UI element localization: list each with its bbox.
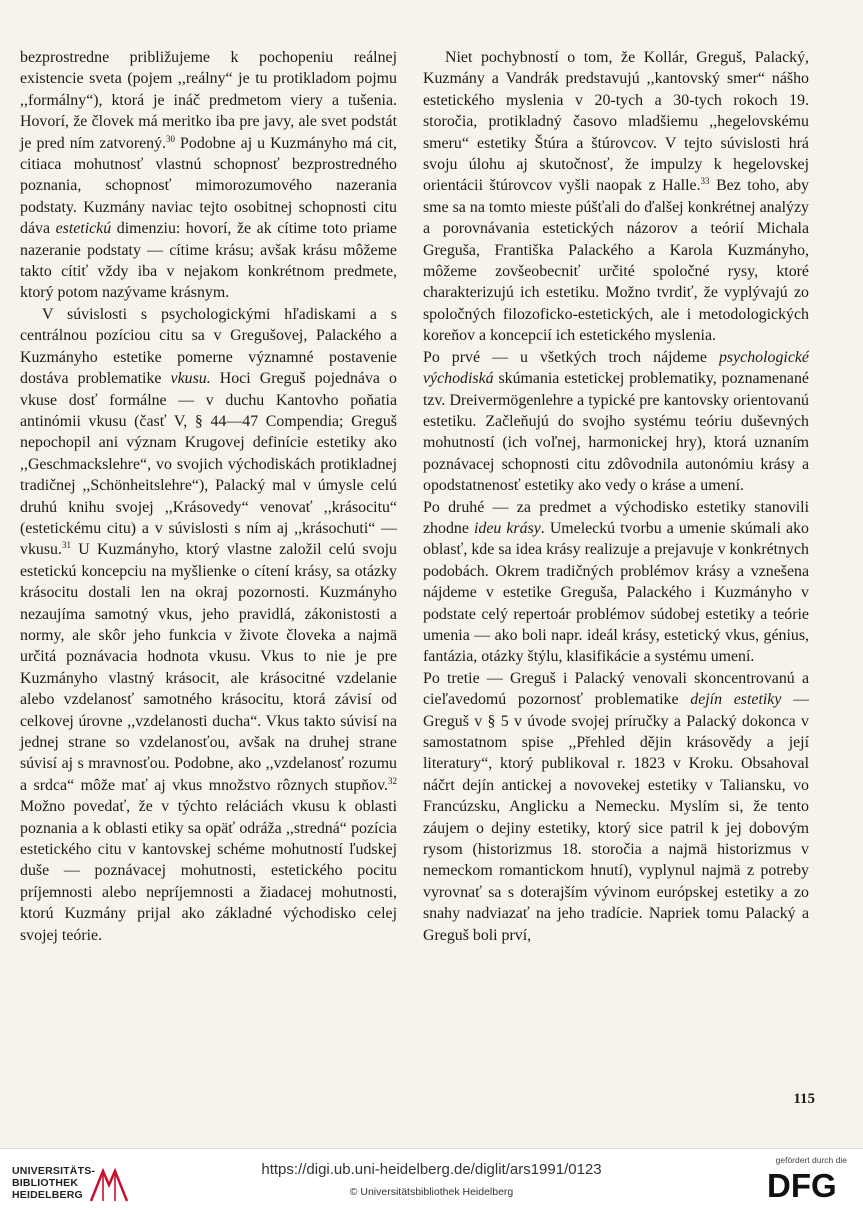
text-run: . Umeleckú tvorbu a umenie skúmali ako oblasť, kde sa idea krásy realizuje a prejavuje v konkrétnych podobách. Okrem tradičných problémov krásy a vznešena nájdeme v estetike Greguša, Palackého i Kuzmányho v podstate celý repertoár problémov súdobej estetiky a teórie umenia — ako boli napr. ideál krásy, estetický vkus, génius, fantázia, otázky štýlu, klasifikácie a systému umení. [423,519,809,666]
text-run: Po druhé — za predmet a východisko estetiky stanovili zhodne [423,498,809,537]
paragraph [423,497,809,668]
footer [0,1148,863,1210]
emphasis: estetickú [55,220,112,238]
footnote-ref: 30 [166,133,176,144]
text-run: V súvislosti s psychologickými hľadiskami a s centrálnou pozíciou citu sa v Gregušovej, Palackého a Kuzmányho estetike pomerne významné postavenie dostáva problematike [20,305,397,388]
text-run: skúmania estetickej problematiky, poznamenané tzv. Dreivermögenlehre a typické pre kantovsky orientovanú estetiku. Začleňujú do svojho systému teóriu duševných mohutností (ich voľnej, harmonickej hry), ktorá uznaním poznávacej schopnosti citu zdôvodnila autonómiu krásy a opodstatnenosť estetiky ako vedy o kráse a umení. [423,370,809,495]
paragraph [423,668,809,946]
emphasis: psychologické východiská [423,348,809,388]
right-column [423,47,809,946]
text-run: Podobne aj u Kuzmányho má cit, citiaca mohutnosť vlastnú schopnosť bezprostredného poznania, schopnosť mimorozumového nazerania podstaty. Kuzmány naviac tejto osobitnej schopnosti citu dáva [20,134,397,238]
copyright-notice: © Universitätsbibliothek Heidelberg [349,1186,514,1198]
text-run: Bez toho, aby sme sa na tomto mieste púšťali do ďalšej konkrétnej analýzy a porovnávania estetických názorov a teórií Michala Greguša, Františka Palackého a Karola Kuzmányho, môžeme zovšeobecniť určité spoločné rysy, ktoré charakterizujú ich estetiku. Možno tvrdiť, že vyplývajú zo spoločných filozoficko-estetických, ale i metodologických koreňov a koncepcií ich estetického myslenia. [423,177,810,345]
text-run: Po prvé — u všetkých troch nájdeme [423,348,719,366]
emphasis: dejín estetiky [690,691,782,709]
dfg-logo-text: DFG [767,1167,837,1201]
emphasis: ideu krásy [473,519,541,537]
footnote-ref: 32 [388,775,397,786]
paragraph [423,347,809,497]
page-number: 115 [793,1091,815,1107]
funding-label: gefördert durch die [775,1155,847,1165]
emphasis: vkusu. [170,370,211,388]
text-run: — Greguš v § 5 v úvode svojej príručky a Palacký dokonca v samostatnom spise ,,Přehled dějin krásovědy a její literatury“, ktorý publikoval r. 1823 v Kroku. Obsahoval náčrt dejín antickej a novovekej estetiky v Taliansku, vo Francúzsku, Anglicku a Nemecku. Myslím si, že tento záujem o dejiny estetiky, ktorý sice patril k jej dobovým rysom (historizmus 18. storočia a najmä historizmus v nemeckom romantickom hnutí), vyplynul najmä z potreby vyrovnať sa s doterajším vývinom európskej estetiky a zo snahy nadviazať na jeho tradície. Napriek tomu Palacký a Greguš boli prví, [423,691,809,944]
library-name-line: BIBLIOTHEK [12,1177,79,1189]
text-run: U Kuzmányho, ktorý vlastne založil celú svoju estetickú koncepciu na myšlienke o cítení krásy, sa otázky krásocitu dostali len na okraj pozornosti. Kuzmányho nezaujíma samotný vkus, jeho pravidlá, zákonistosti a normy, ale skôr jeho funkcia v živote človeka a najmä určitá poznávacia hodnota vkusu. Vkus to nie je pre Kuzmányho vlastný krásocit, ale krásocitné vzdelanie alebo vzdelanosť samotného krásocitu, ktorá závisí od celkovej úrovne ,,vzdelanosti ducha“. Vkus takto súvisí na jednej strane so vzdelanosťou, avšak na druhej strane súvisí aj s mravnosťou. Podobne, ako ,,vzdelanosť rozumu a srdca“ môže mať aj vkus množstvo rôznych stupňov. [20,541,397,794]
text-run: Možno povedať, že v týchto reláciách vkusu k oblasti poznania a k oblasti etiky sa opäť odráža ,,stredná“ pozícia estetického citu v kantovskej schéme mohutností ľudskej duše — poznávacej mohutnosti, estetického pocitu príjemnosti alebo nepríjemnosti a žiadacej mohutnosti, ktorú Kuzmány prijal ako základné východisko celej svojej teórie. [20,798,397,944]
paragraph [20,47,397,304]
text-run: Po tretie — Greguš i Palacký venovali skoncentrovanú a cieľavedomú pozornosť problematike [423,669,809,709]
text-run: Hoci Greguš pojednáva o vkuse dosť formálne — v duchu Kantovho poňatia antinómii vkusu (časť V, § 44—47 Compendia; Greguš nepochopil ani význam Krugovej definície estetiky ako ,,Geschmackslehre“, vo svojich východiskách protikladnej tradičnej ,,Schönheitslehre“), Palacký mal v úmysle celú druhú knihu svojej ,,Krásovedy“ venovať ,,krásocitu“ (estetickému citu) a v súvislosti s ním aj ,,krásochuti“ — vkusu. [20,370,398,559]
left-column [20,47,397,946]
library-name-line: HEIDELBERG [12,1189,83,1201]
footnote-ref: 31 [61,540,71,551]
footnote-ref: 33 [700,176,710,187]
library-name-line: UNIVERSITÄTS- [12,1165,96,1177]
document-url[interactable]: https://digi.ub.uni-heidelberg.de/diglit/ars1991/0123 [261,1161,602,1178]
text-run: bezprostredne približujeme k pochopeniu reálnej existencie sveta (pojem ,,reálny“ je tu protikladom pojmu ,,formálny“), ktorá je ináč predmetom viery a tušenia. Hovorí, že človek má meritko iba pre javy, ale svet podstát je pred ním zatvorený. [20,49,397,152]
paragraph [20,304,397,946]
text-run: dimenziu: hovorí, že ak cítime toto priame nazeranie podstaty — cítime krásu; avšak krásu môžeme takto cítiť vždy iba v nejakom konkrétnom predmete, ktorý potom nazývame krásnym. [20,220,397,302]
paragraph [423,47,809,347]
dfg-logo[interactable] [767,1167,849,1201]
text-run: Niet pochybností o tom, že Kollár, Greguš, Palacký, Kuzmány a Vandrák predstavujú ,,kantovský smer“ nášho estetického myslenia v 20-tych a 30-tych rokoch 19. storočia, protikladný časovo mladšiemu ,,hegelovskému smeru“ estetiky Štúra a štúrovcov. V tejto súvislosti hrá svoju úlohu aj skutočnosť, že impulzy k hegelovskej orientácii štúrovcov vyšli naopak z Halle. [423,49,809,195]
